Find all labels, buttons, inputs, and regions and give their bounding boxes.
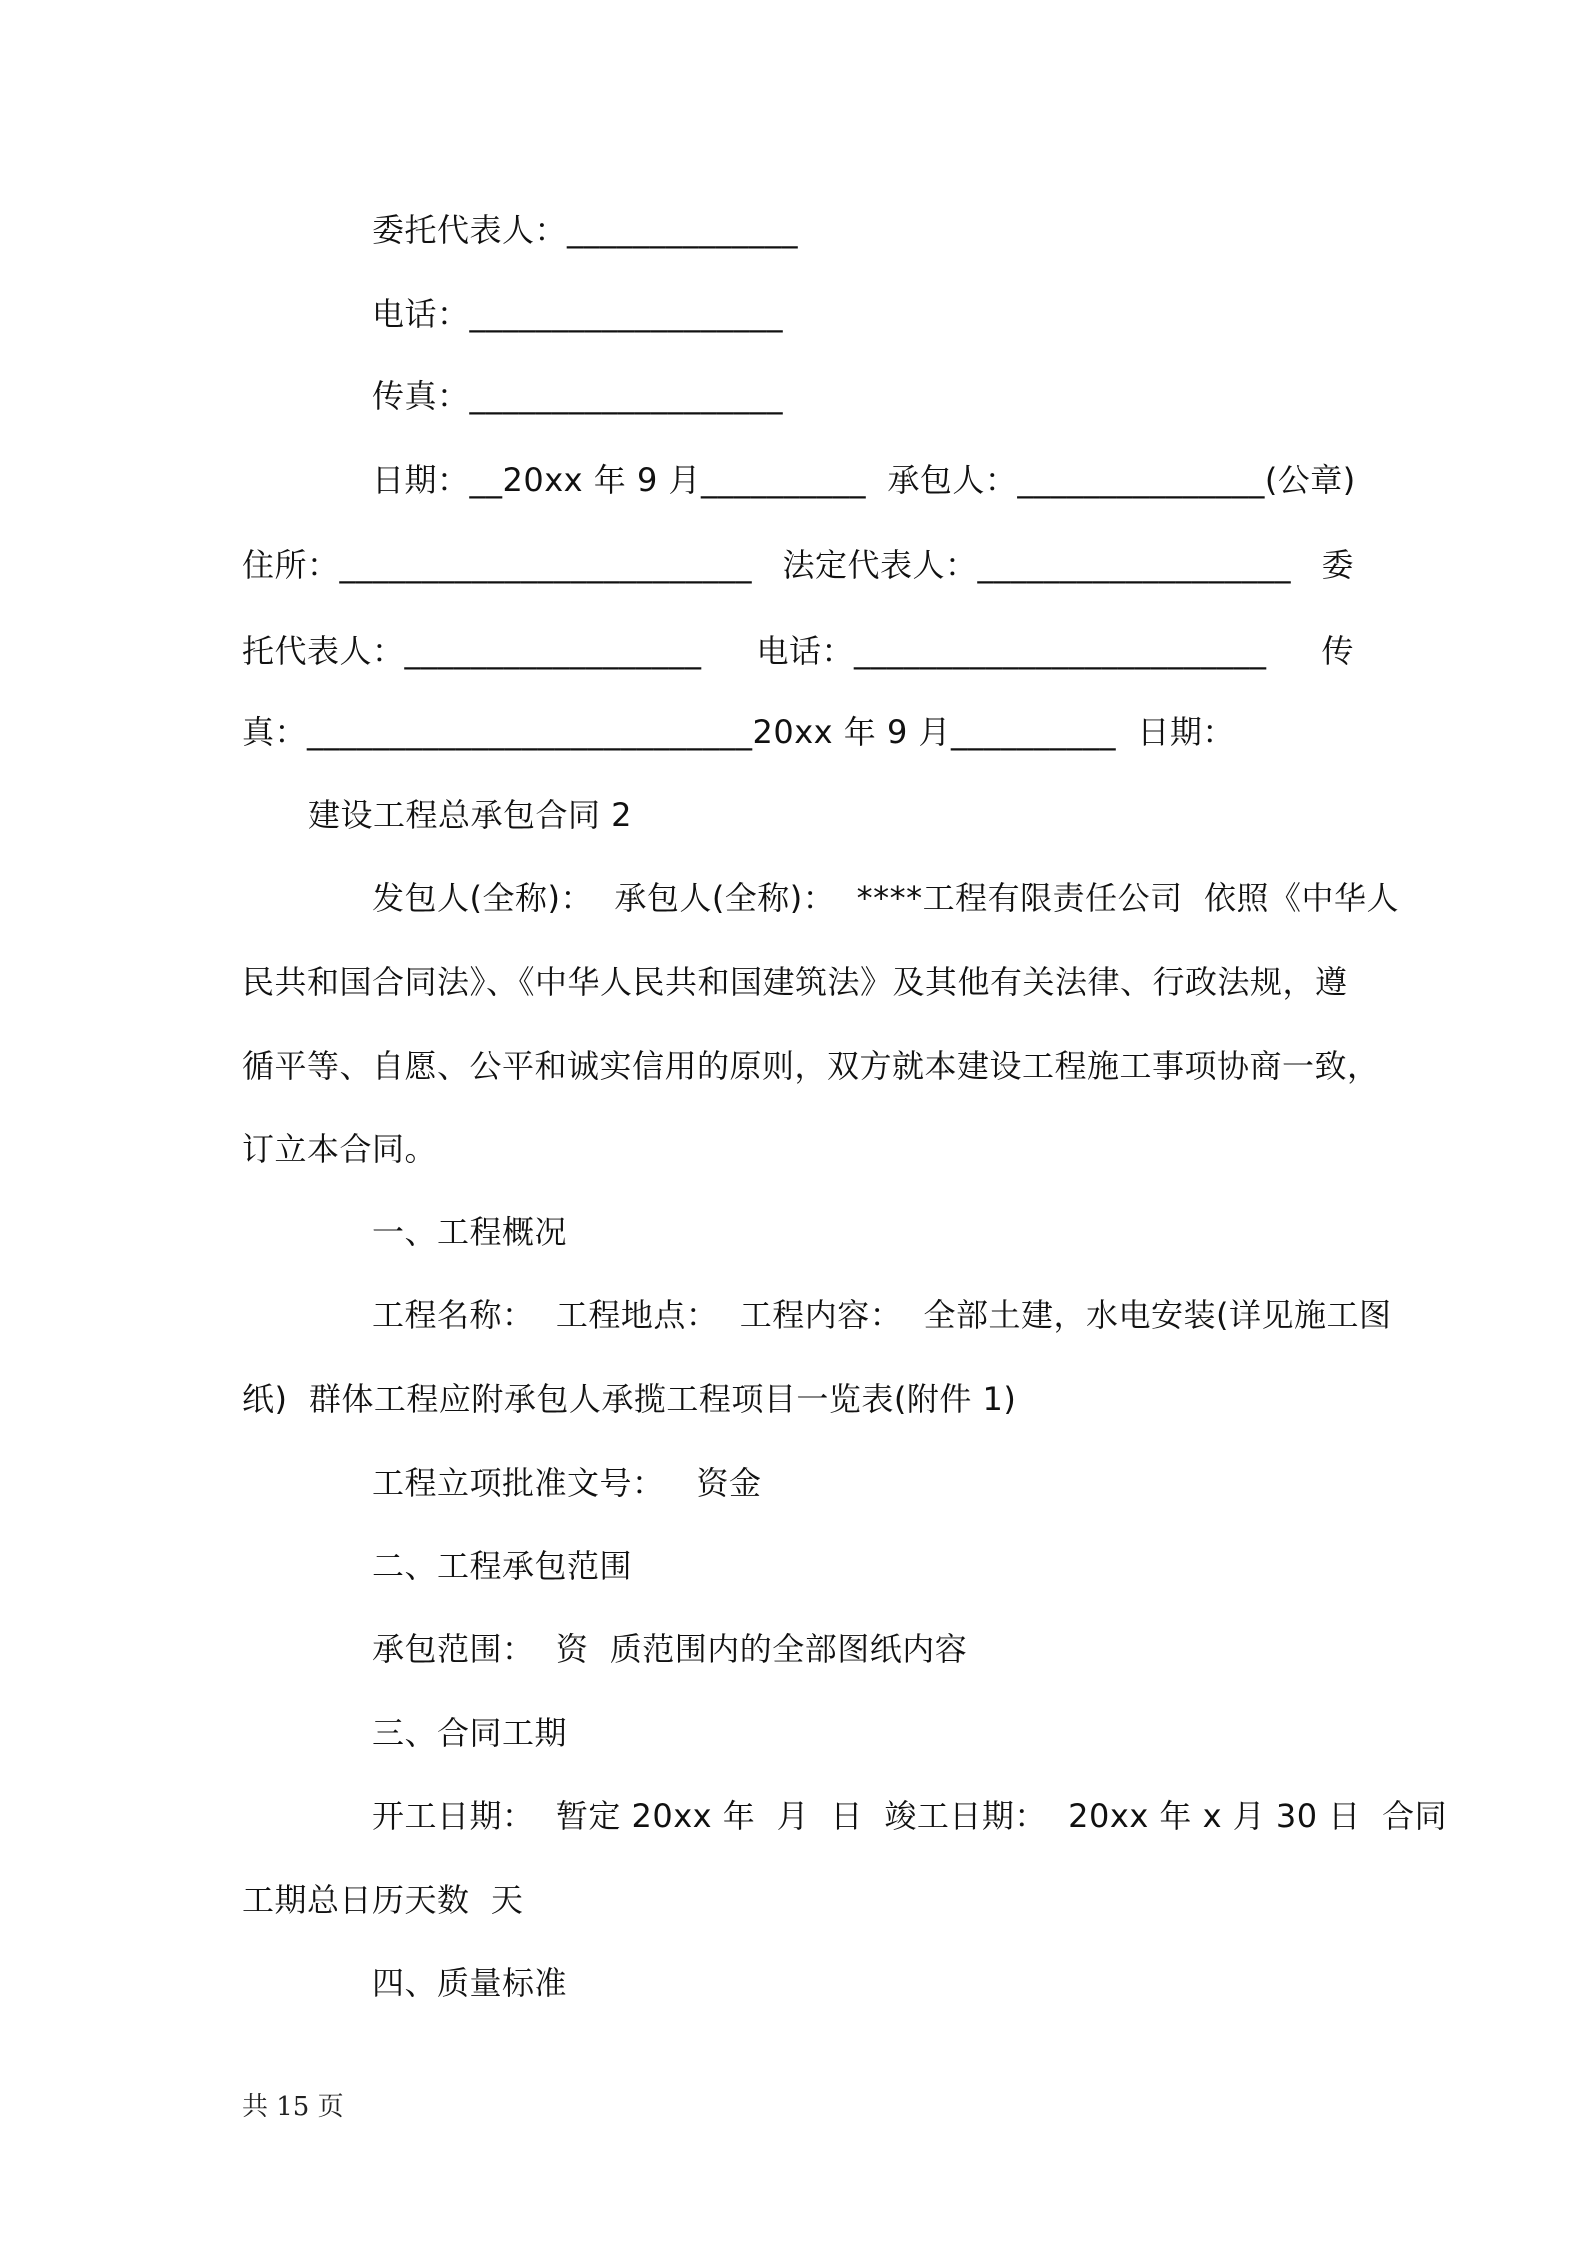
paragraph-line: 订立本合同。 [242, 1130, 438, 1168]
phone-field: 电话：_________________________ [756, 632, 1267, 670]
heading-quality-standard: 四、质量标准 [372, 1964, 568, 2002]
address-field: 住所：_________________________ [242, 546, 753, 584]
date-contractor-line: 日期：__20xx 年 9 月__________ 承包人：_______________(公章) [372, 461, 1356, 499]
fax-date-line: 真：___________________________20xx 年 9 月__________ 日期： [242, 713, 1235, 751]
paragraph-line: 循平等、自愿、公平和诚实信用的原则，双方就本建设工程施工事项协商一致， [242, 1047, 1380, 1085]
heading-project-overview: 一、工程概况 [372, 1213, 568, 1251]
paragraph-line: 开工日期： 暂定 20xx 年 月 日 竣工日期： 20xx 年 x 月 30 日 合同 [372, 1797, 1448, 1835]
wrapped-char: 委 [1321, 546, 1354, 584]
representative-field: 托代表人：__________________ [242, 632, 702, 670]
heading-contract-period: 三、合同工期 [372, 1714, 568, 1752]
page-count-footer: 共 15 页 [242, 2092, 344, 2122]
fax-line: 传真：___________________ [372, 377, 784, 415]
paragraph-line: 承包范围： 资 质范围内的全部图纸内容 [372, 1630, 968, 1668]
paragraph-line: 民共和国合同法》、《中华人民共和国建筑法》及其他有关法律、行政法规，遵 [242, 963, 1348, 1001]
representative-phone-line [242, 629, 1354, 673]
address-legal-rep-line [242, 543, 1354, 587]
heading-scope: 二、工程承包范围 [372, 1547, 633, 1585]
paragraph-line: 工期总日历天数 天 [242, 1881, 524, 1919]
legal-representative-field: 法定代表人：___________________ [782, 546, 1291, 584]
paragraph-line: 工程立项批准文号： 资金 [372, 1464, 762, 1502]
phone-line: 电话：___________________ [372, 295, 784, 333]
paragraph-line: 发包人(全称)： 承包人(全称)： ****工程有限责任公司 依照《中华人 [372, 879, 1399, 917]
section-title: 建设工程总承包合同 2 [308, 796, 633, 834]
paragraph-line: 纸) 群体工程应附承包人承揽工程项目一览表(附件 1) [242, 1380, 1017, 1418]
entrusted-representative-line: 委托代表人：______________ [372, 211, 799, 249]
wrapped-char: 传 [1321, 632, 1354, 670]
paragraph-line: 工程名称： 工程地点： 工程内容： 全部土建，水电安装(详见施工图 [372, 1296, 1392, 1334]
